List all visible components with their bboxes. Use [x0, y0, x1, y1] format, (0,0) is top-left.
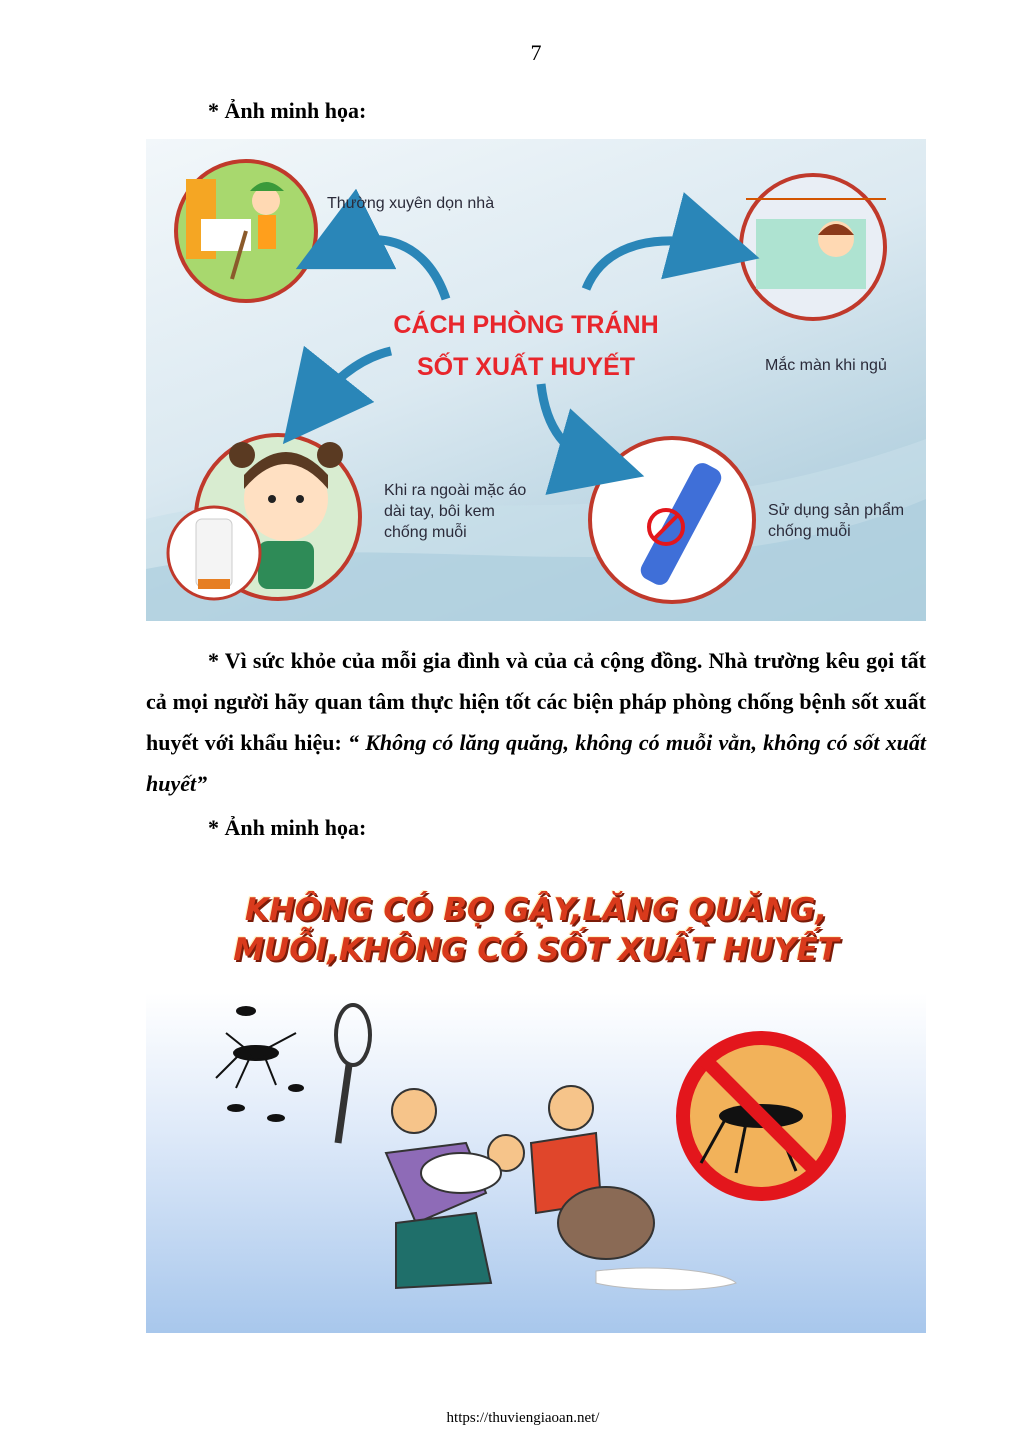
- dengue-prevention-infographic: [146, 139, 926, 621]
- caption-line: Sử dụng sản phẩm: [768, 502, 905, 519]
- paragraph-lead: * Vì sức khỏe của mỗi gia đình và của cả cộng đồng. Nhà trường kêu gọi tất cả mọi người hãy quan tâm thực hiện tốt các biện pháp phòng chống bệnh sốt xuất huyết với khẩu hiệu:: [146, 648, 926, 755]
- caption-line: chống muỗi: [384, 524, 467, 541]
- poster-artwork: [146, 993, 926, 1333]
- fly-swatter: [336, 1005, 370, 1143]
- anti-mosquito-poster: [146, 993, 926, 1333]
- mosquito-swarm: [216, 1007, 303, 1121]
- caption-repellent: [768, 500, 904, 542]
- footer-url[interactable]: https://thuviengiaoan.net/: [446, 1410, 600, 1426]
- poster-title: [146, 890, 926, 970]
- infographic-title-line-2: SỐT XUẤT HUYẾT: [416, 353, 636, 381]
- caption-mosquito-net: Mắc màn khi ngủ: [765, 357, 887, 374]
- infographic-title: [346, 304, 706, 388]
- infographic-title-line-1: CÁCH PHÒNG TRÁNH: [393, 311, 659, 339]
- body-paragraph: [146, 640, 926, 804]
- caption-line: chống muỗi: [768, 523, 851, 540]
- page-number: 7: [530, 40, 542, 65]
- cleaning-house-illustration: [176, 161, 316, 301]
- girl-with-cream-illustration: [168, 435, 360, 599]
- mosquito-net-illustration: [741, 175, 886, 319]
- poster-title-line-2: MUỖI,KHÔNG CÓ SỐT XUẤT HUYẾT: [233, 932, 839, 968]
- poster-title-line-1: KHÔNG CÓ BỌ GẬY,LĂNG QUĂNG,: [244, 892, 828, 928]
- caption-long-sleeves: [384, 480, 526, 543]
- caption-line: dài tay, bôi kem: [384, 503, 495, 520]
- repellent-spray-illustration: [590, 438, 754, 602]
- figure-heading: * Ảnh minh họa:: [208, 98, 367, 123]
- slogan: “ Không có lăng quăng, không có muỗi vằn, không có sốt xuất huyết”: [146, 730, 926, 796]
- caption-line: Khi ra ngoài mặc áo: [384, 482, 527, 499]
- caption-clean-house: Thường xuyên dọn nhà: [327, 195, 495, 212]
- figure-heading-2: * Ảnh minh họa:: [208, 815, 367, 840]
- no-mosquito-sign: [683, 1038, 839, 1194]
